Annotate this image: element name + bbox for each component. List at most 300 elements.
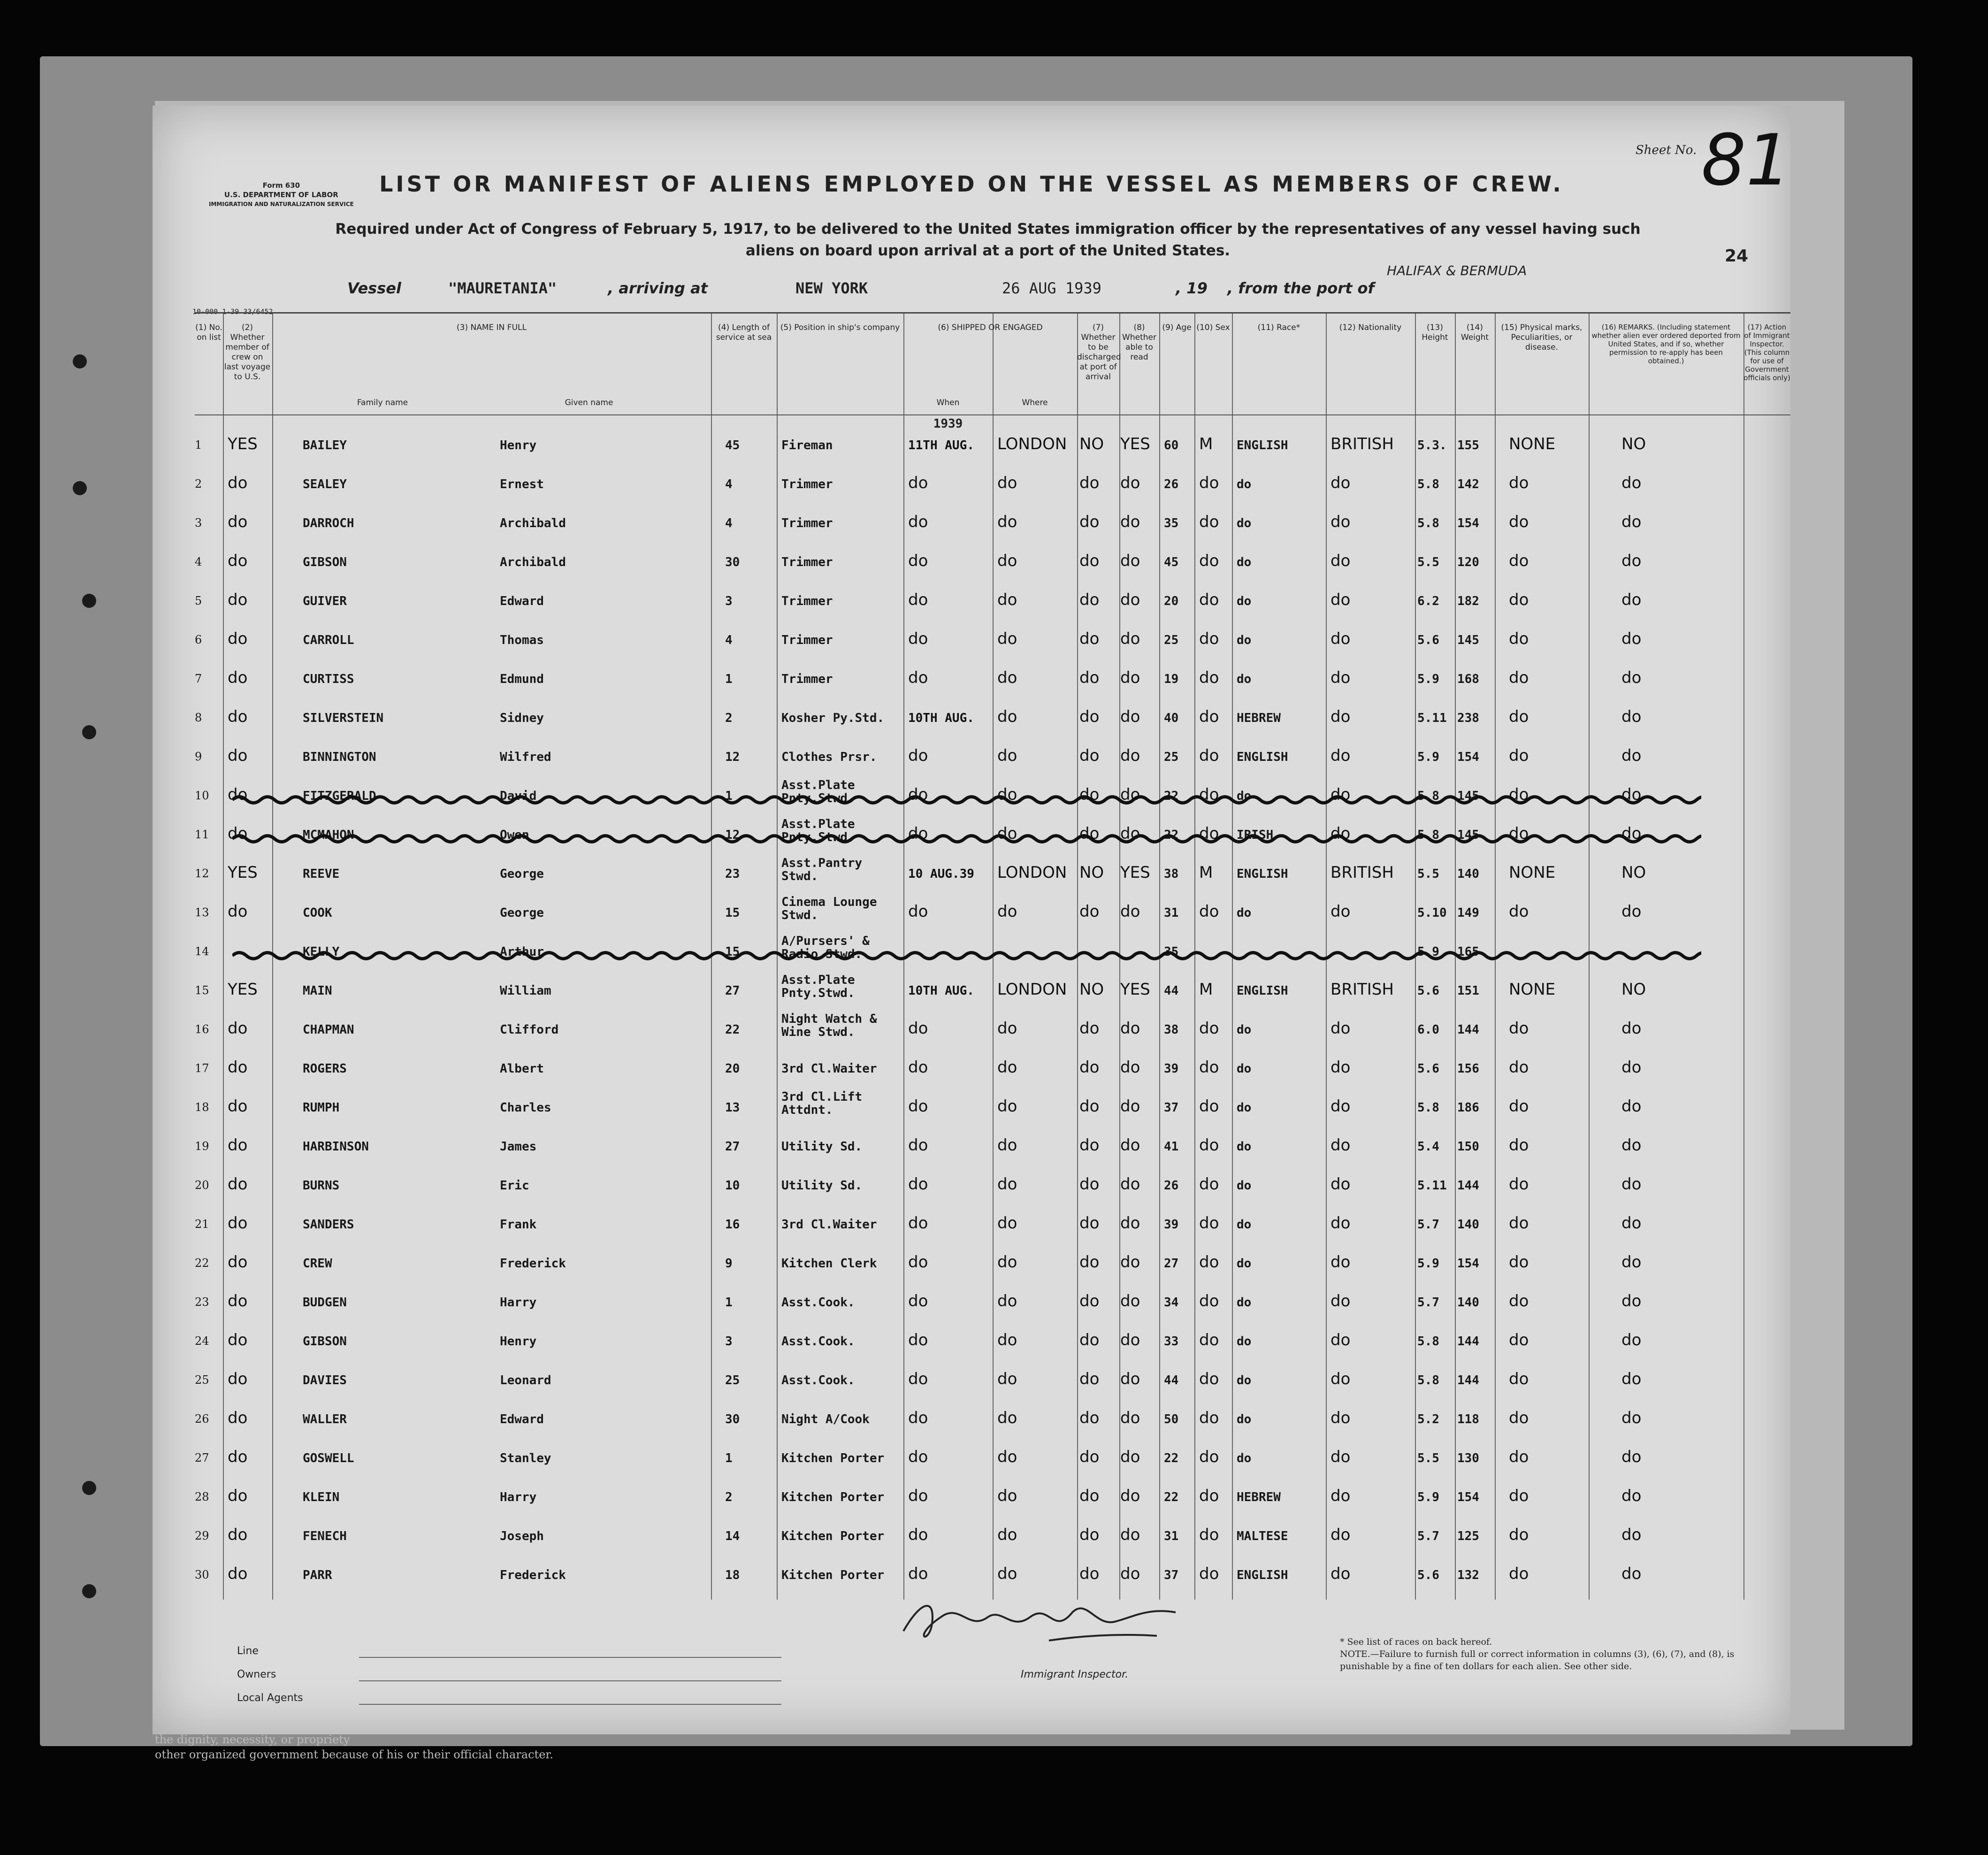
shipped-when-cell: 10 AUG.39 [908,867,974,881]
remarks-cell: do [1621,1448,1642,1466]
height-cell: 5.7 [1417,1295,1439,1310]
table-row [195,1322,1790,1360]
weight-cell: 140 [1457,1218,1479,1232]
position-cell: Trimmer [781,516,833,530]
row-number: 10 [195,789,209,802]
given-name-cell: Henry [500,438,537,452]
service-length-cell: 1 [725,1451,733,1465]
row-number: 14 [195,945,209,958]
race-cell: do [1237,1218,1252,1232]
given-name-cell: Wilfred [500,750,551,764]
sex-cell: do [1199,1370,1219,1388]
service-length-cell: 1 [725,672,733,686]
family-name-cell: KELLY [303,945,340,959]
shipped-where-cell: do [997,1058,1017,1077]
physical-marks-cell: do [1509,707,1529,726]
prev-voyage-cell: do [228,785,248,804]
strikethrough-line [232,794,1701,806]
header-name: (3) NAME IN FULL [457,323,527,332]
punch-hole [82,1584,96,1598]
height-cell: 5.11 [1417,711,1447,725]
discharged-cell: do [1079,668,1100,687]
remarks-cell: do [1621,746,1642,765]
race-cell: do [1237,1023,1252,1037]
physical-marks-cell: do [1509,1253,1529,1272]
nationality-cell: do [1330,824,1351,843]
age-cell: 60 [1164,438,1179,452]
table-row [195,1127,1790,1165]
sex-cell: do [1199,474,1219,492]
service-length-cell: 12 [725,828,740,842]
prev-voyage-cell: do [228,1253,248,1272]
sex-cell: do [1199,1409,1219,1427]
race-cell: do [1237,1257,1252,1271]
prev-voyage-cell: do [228,746,248,765]
family-name-cell: HARBINSON [303,1140,369,1154]
discharged-cell: do [1079,552,1100,570]
given-name-cell: James [500,1140,537,1154]
discharged-cell: do [1079,1097,1100,1116]
given-name-cell: Archibald [500,555,566,569]
sex-cell: do [1199,668,1219,687]
vessel-name: "MAURETANIA" [448,279,557,297]
race-cell: HEBREW [1237,711,1281,725]
shipped-when-cell: 10TH AUG. [908,984,974,998]
physical-marks-cell: do [1509,629,1529,648]
height-cell: 5.5 [1417,555,1439,569]
age-cell: 38 [1164,867,1179,881]
table-row [195,1011,1790,1048]
service-length-cell: 30 [725,555,740,569]
header-service: (4) Length of service at sea [716,323,772,342]
given-name-cell: Joseph [500,1529,544,1543]
row-number: 18 [195,1101,209,1114]
discharged-cell: do [1079,1370,1100,1388]
shipped-when-cell: do [908,902,928,921]
row-number: 12 [195,867,209,880]
remarks-cell: do [1621,1525,1642,1544]
race-cell: do [1237,906,1252,920]
physical-marks-cell: do [1509,1448,1529,1466]
weight-cell: 154 [1457,1257,1479,1271]
able-to-read-cell: do [1120,1019,1140,1038]
row-number: 19 [195,1140,209,1153]
sex-cell: do [1199,1136,1219,1155]
nationality-cell: do [1330,590,1351,609]
prev-voyage-cell: do [228,1019,248,1038]
weight-cell: 154 [1457,1490,1479,1504]
height-cell: 5.6 [1417,633,1439,647]
able-to-read-cell: do [1120,629,1140,648]
inspector-signature [894,1589,1185,1655]
nationality-cell: do [1330,474,1351,492]
table-row [195,1439,1790,1477]
remarks-cell: do [1621,785,1642,804]
service-length-cell: 45 [725,438,740,452]
table-row [195,738,1790,775]
service-length-cell: 4 [725,477,733,491]
shipped-when-cell: do [908,1019,928,1038]
service-length-cell: 16 [725,1218,740,1232]
row-number: 7 [195,672,202,685]
sex-cell: M [1199,980,1213,999]
prev-voyage-cell: YES [228,863,258,882]
row-number: 1 [195,438,202,452]
sex-cell: do [1199,1058,1219,1077]
physical-marks-cell: NONE [1509,863,1556,882]
discharged-cell: NO [1079,863,1104,882]
position-cell: Asst.Plate Pnty.Stwd. [781,973,855,1000]
page-subtitle: Required under Act of Congress of February 5, 1917, to be delivered to the United States immigration officer by the representatives of any vessel having such aliens on board upon arrival at a port of the United States. [335,221,1641,259]
family-name-cell: WALLER [303,1412,347,1426]
discharged-cell: do [1079,1292,1100,1311]
race-cell: do [1237,1101,1252,1115]
shipped-when-cell: do [908,1487,928,1505]
remarks-cell: do [1621,1019,1642,1038]
footer-rule [359,1704,781,1705]
family-name-cell: DAVIES [303,1373,347,1387]
family-name-cell: PARR [303,1568,332,1582]
discharged-cell: NO [1079,435,1104,453]
header-sex: (10) Sex [1196,323,1230,332]
nationality-cell: do [1330,1409,1351,1427]
table-row [195,1050,1790,1087]
sex-cell: do [1199,1331,1219,1349]
weight-cell: 130 [1457,1451,1479,1465]
height-cell: 5.9 [1417,750,1439,764]
weight-cell: 140 [1457,1295,1479,1310]
service-length-cell: 18 [725,1568,740,1582]
weight-cell: 150 [1457,1140,1479,1154]
shipped-where-cell: do [997,474,1017,492]
race-cell: do [1237,1140,1252,1154]
shipped-when-cell: do [908,1564,928,1583]
shipped-when-cell: do [908,1331,928,1349]
print-code: 10-000 1-39 33/6452 [192,307,273,316]
weight-cell: 186 [1457,1101,1479,1115]
shipped-where-cell: do [997,785,1017,804]
age-cell: 31 [1164,906,1179,920]
nationality-cell: do [1330,707,1351,726]
able-to-read-cell: YES [1120,435,1150,453]
height-cell: 5.9 [1417,945,1439,959]
age-cell: 22 [1164,1490,1179,1504]
service-length-cell: 10 [725,1179,740,1193]
position-cell: Asst.Pantry Stwd. [781,856,863,883]
weight-cell: 145 [1457,633,1479,647]
position-cell: Kitchen Porter [781,1451,885,1465]
physical-marks-cell: do [1509,785,1529,804]
service-length-cell: 15 [725,906,740,920]
family-name-cell: ROGERS [303,1062,347,1076]
header-weight: (14) Weight [1460,323,1489,342]
position-cell: 3rd Cl.Lift Attdnt. [781,1090,863,1117]
header-race: (11) Race* [1257,323,1300,332]
header-family-name: Family name [357,398,408,407]
shipped-where-cell: do [997,824,1017,843]
physical-marks-cell: do [1509,746,1529,765]
form-department: U.S. DEPARTMENT OF LABOR [224,191,338,199]
punch-hole [82,725,96,739]
table-row [195,1361,1790,1399]
physical-marks-cell: do [1509,668,1529,687]
age-cell: 19 [1164,672,1179,686]
height-cell: 5.8 [1417,477,1439,491]
position-cell: A/Pursers' & Radio Stwd. [781,934,870,961]
nationality-cell: do [1330,1175,1351,1194]
able-to-read-cell: YES [1120,863,1150,882]
sex-cell: do [1199,590,1219,609]
family-name-cell: BUDGEN [303,1295,347,1310]
service-length-cell: 14 [725,1529,740,1543]
sex-cell: do [1199,1214,1219,1233]
service-length-cell: 30 [725,1412,740,1426]
position-cell: Trimmer [781,672,833,686]
position-cell: Night Watch & Wine Stwd. [781,1012,877,1039]
sex-cell: do [1199,902,1219,921]
given-name-cell: William [500,984,551,998]
prev-voyage-cell: do [228,474,248,492]
shipped-where-cell: do [997,1448,1017,1466]
shipped-when-cell: do [908,1370,928,1388]
shipped-when-cell: do [908,1253,928,1272]
given-name-cell: Stanley [500,1451,551,1465]
row-number: 5 [195,594,202,607]
table-row [195,1244,1790,1282]
position-cell: Trimmer [781,633,833,647]
discharged-cell: do [1079,1175,1100,1194]
row-number: 9 [195,750,202,763]
height-cell: 5.8 [1417,516,1439,530]
remarks-cell: do [1621,629,1642,648]
table-row [195,777,1790,814]
position-cell: Trimmer [781,477,833,491]
family-name-cell: BURNS [303,1179,340,1193]
physical-marks-cell: do [1509,1214,1529,1233]
nationality-cell: do [1330,1253,1351,1272]
height-cell: 5.2 [1417,1412,1439,1426]
nationality-cell: do [1330,1019,1351,1038]
discharged-cell: do [1079,746,1100,765]
weight-cell: 144 [1457,1023,1479,1037]
nationality-cell: BRITISH [1330,980,1394,999]
age-cell: 35 [1164,516,1179,530]
sex-cell: do [1199,1292,1219,1311]
remarks-cell: do [1621,590,1642,609]
arriving-label: , arriving at [608,279,708,297]
age-cell: 39 [1164,1218,1179,1232]
height-cell: 5.8 [1417,828,1439,842]
height-cell: 5.9 [1417,672,1439,686]
prev-voyage-cell: YES [228,980,258,999]
prev-voyage-cell: do [228,590,248,609]
discharged-cell: do [1079,1214,1100,1233]
sex-cell: do [1199,707,1219,726]
form-number: Form 630 [262,181,300,190]
header-when: When [936,398,960,407]
remarks-cell: do [1621,1136,1642,1155]
service-length-cell: 4 [725,516,733,530]
family-name-cell: GIBSON [303,1334,347,1349]
table-row [195,582,1790,620]
discharged-cell: do [1079,1058,1100,1077]
family-name-cell: CURTISS [303,672,354,686]
family-name-cell: CARROLL [303,633,354,647]
row-number: 4 [195,555,202,568]
height-cell: 5.7 [1417,1529,1439,1543]
position-cell: Kitchen Porter [781,1529,885,1543]
weight-cell: 144 [1457,1373,1479,1387]
age-cell: 45 [1164,555,1179,569]
position-cell: Kosher Py.Std. [781,711,885,725]
sex-cell: do [1199,552,1219,570]
header-shipped: (6) SHIPPED OR ENGAGED [938,323,1043,332]
family-name-cell: MCMAHON [303,828,354,842]
table-row [195,1088,1790,1126]
physical-marks-cell: do [1509,1292,1529,1311]
weight-cell: 154 [1457,516,1479,530]
punch-hole [82,594,96,608]
nationality-cell: BRITISH [1330,863,1394,882]
service-length-cell: 3 [725,594,733,608]
prev-voyage-cell: do [228,824,248,843]
service-length-cell: 2 [725,711,733,725]
height-cell: 5.7 [1417,1218,1439,1232]
able-to-read-cell: do [1120,785,1140,804]
family-name-cell: GOSWELL [303,1451,354,1465]
sheet-number: 81 [1701,120,1791,201]
shipped-where-cell: do [997,1370,1017,1388]
vessel-label: Vessel [347,279,401,297]
race-cell: do [1237,672,1252,686]
able-to-read-cell: do [1120,552,1140,570]
nationality-cell: do [1330,1292,1351,1311]
shipped-when-cell: do [908,1292,928,1311]
sex-cell: do [1199,824,1219,843]
header-remarks: (16) REMARKS. (Including statement whether alien ever ordered deported from United States, and if so, whether permission to re-apply has been obtained.) [1591,323,1741,365]
sex-cell: do [1199,629,1219,648]
able-to-read-cell: do [1120,1097,1140,1116]
table-row [195,816,1790,853]
given-name-cell: Owen [500,828,529,842]
header-prev-voyage: (2) Whether member of crew on last voyage to U.S. [224,323,271,382]
strikethrough-line [232,833,1701,845]
table-row [195,972,1790,1009]
shipped-where-cell: do [997,1487,1017,1505]
physical-marks-cell: do [1509,552,1529,570]
service-length-cell: 2 [725,1490,733,1504]
able-to-read-cell: YES [1120,980,1150,999]
prev-voyage-cell: do [228,902,248,921]
age-cell: 34 [1164,1295,1179,1310]
row-number: 29 [195,1529,209,1542]
sex-cell: M [1199,863,1213,882]
able-to-read-cell: do [1120,1487,1140,1505]
physical-marks-cell: do [1509,513,1529,531]
discharged-cell: do [1079,474,1100,492]
height-cell: 5.11 [1417,1179,1447,1193]
weight-cell: 144 [1457,1334,1479,1349]
row-number: 21 [195,1218,209,1231]
table-row [195,621,1790,659]
position-cell: Asst.Cook. [781,1334,855,1349]
given-name-cell: Charles [500,1101,551,1115]
shipped-where-cell: do [997,1214,1017,1233]
discharged-cell: do [1079,707,1100,726]
prev-voyage-cell: do [228,1448,248,1466]
sex-cell: do [1199,1175,1219,1194]
sex-cell: do [1199,1097,1219,1116]
shipped-when-cell: do [908,1409,928,1427]
height-cell: 5.9 [1417,1490,1439,1504]
family-name-cell: SEALEY [303,477,347,491]
physical-marks-cell: do [1509,1564,1529,1583]
nationality-cell: do [1330,1214,1351,1233]
given-name-cell: Archibald [500,516,566,530]
given-name-cell: Frederick [500,1568,566,1582]
weight-cell: 154 [1457,750,1479,764]
height-cell: 5.8 [1417,1101,1439,1115]
discharged-cell: do [1079,1331,1100,1349]
position-cell: Asst.Cook. [781,1373,855,1387]
weight-cell: 182 [1457,594,1479,608]
physical-marks-cell: do [1509,1525,1529,1544]
physical-marks-cell: do [1509,824,1529,843]
position-cell: Clothes Prsr. [781,750,877,764]
footer-rule [359,1680,781,1681]
shipped-where-cell: do [997,1564,1017,1583]
table-row [195,1556,1790,1594]
age-cell: 26 [1164,477,1179,491]
shipped-where-cell: do [997,668,1017,687]
able-to-read-cell: do [1120,1564,1140,1583]
race-footnote: * See list of races on back hereof. [1340,1637,1492,1647]
physical-marks-cell: do [1509,1136,1529,1155]
prev-voyage-cell: do [228,1409,248,1427]
physical-marks-cell: NONE [1509,980,1556,999]
row-number: 17 [195,1062,209,1075]
table-row [195,1517,1790,1555]
nationality-cell: do [1330,902,1351,921]
nationality-cell: do [1330,1370,1351,1388]
given-name-cell: Albert [500,1062,544,1076]
age-cell: 35 [1164,945,1179,959]
row-number: 25 [195,1373,209,1387]
row-number: 8 [195,711,202,724]
service-length-cell: 23 [725,867,740,881]
service-length-cell: 27 [725,984,740,998]
shipped-when-cell: do [908,1525,928,1544]
weight-cell: 145 [1457,789,1479,803]
row-number: 30 [195,1568,209,1581]
able-to-read-cell: do [1120,1058,1140,1077]
position-cell: Utility Sd. [781,1179,863,1193]
year-label: , 19 [1176,279,1208,297]
crew-table [195,312,1790,1600]
race-cell: do [1237,633,1252,647]
shipped-when-cell: do [908,1097,928,1116]
given-name-cell: Henry [500,1334,537,1349]
position-cell: Kitchen Clerk [781,1257,877,1271]
row-number: 13 [195,906,209,919]
position-cell: Kitchen Porter [781,1568,885,1582]
age-cell: 33 [1164,1334,1179,1349]
race-cell: do [1237,789,1252,803]
weight-cell: 145 [1457,828,1479,842]
age-cell: 44 [1164,1373,1179,1387]
remarks-cell: do [1621,1370,1642,1388]
height-cell: 5.9 [1417,1257,1439,1271]
